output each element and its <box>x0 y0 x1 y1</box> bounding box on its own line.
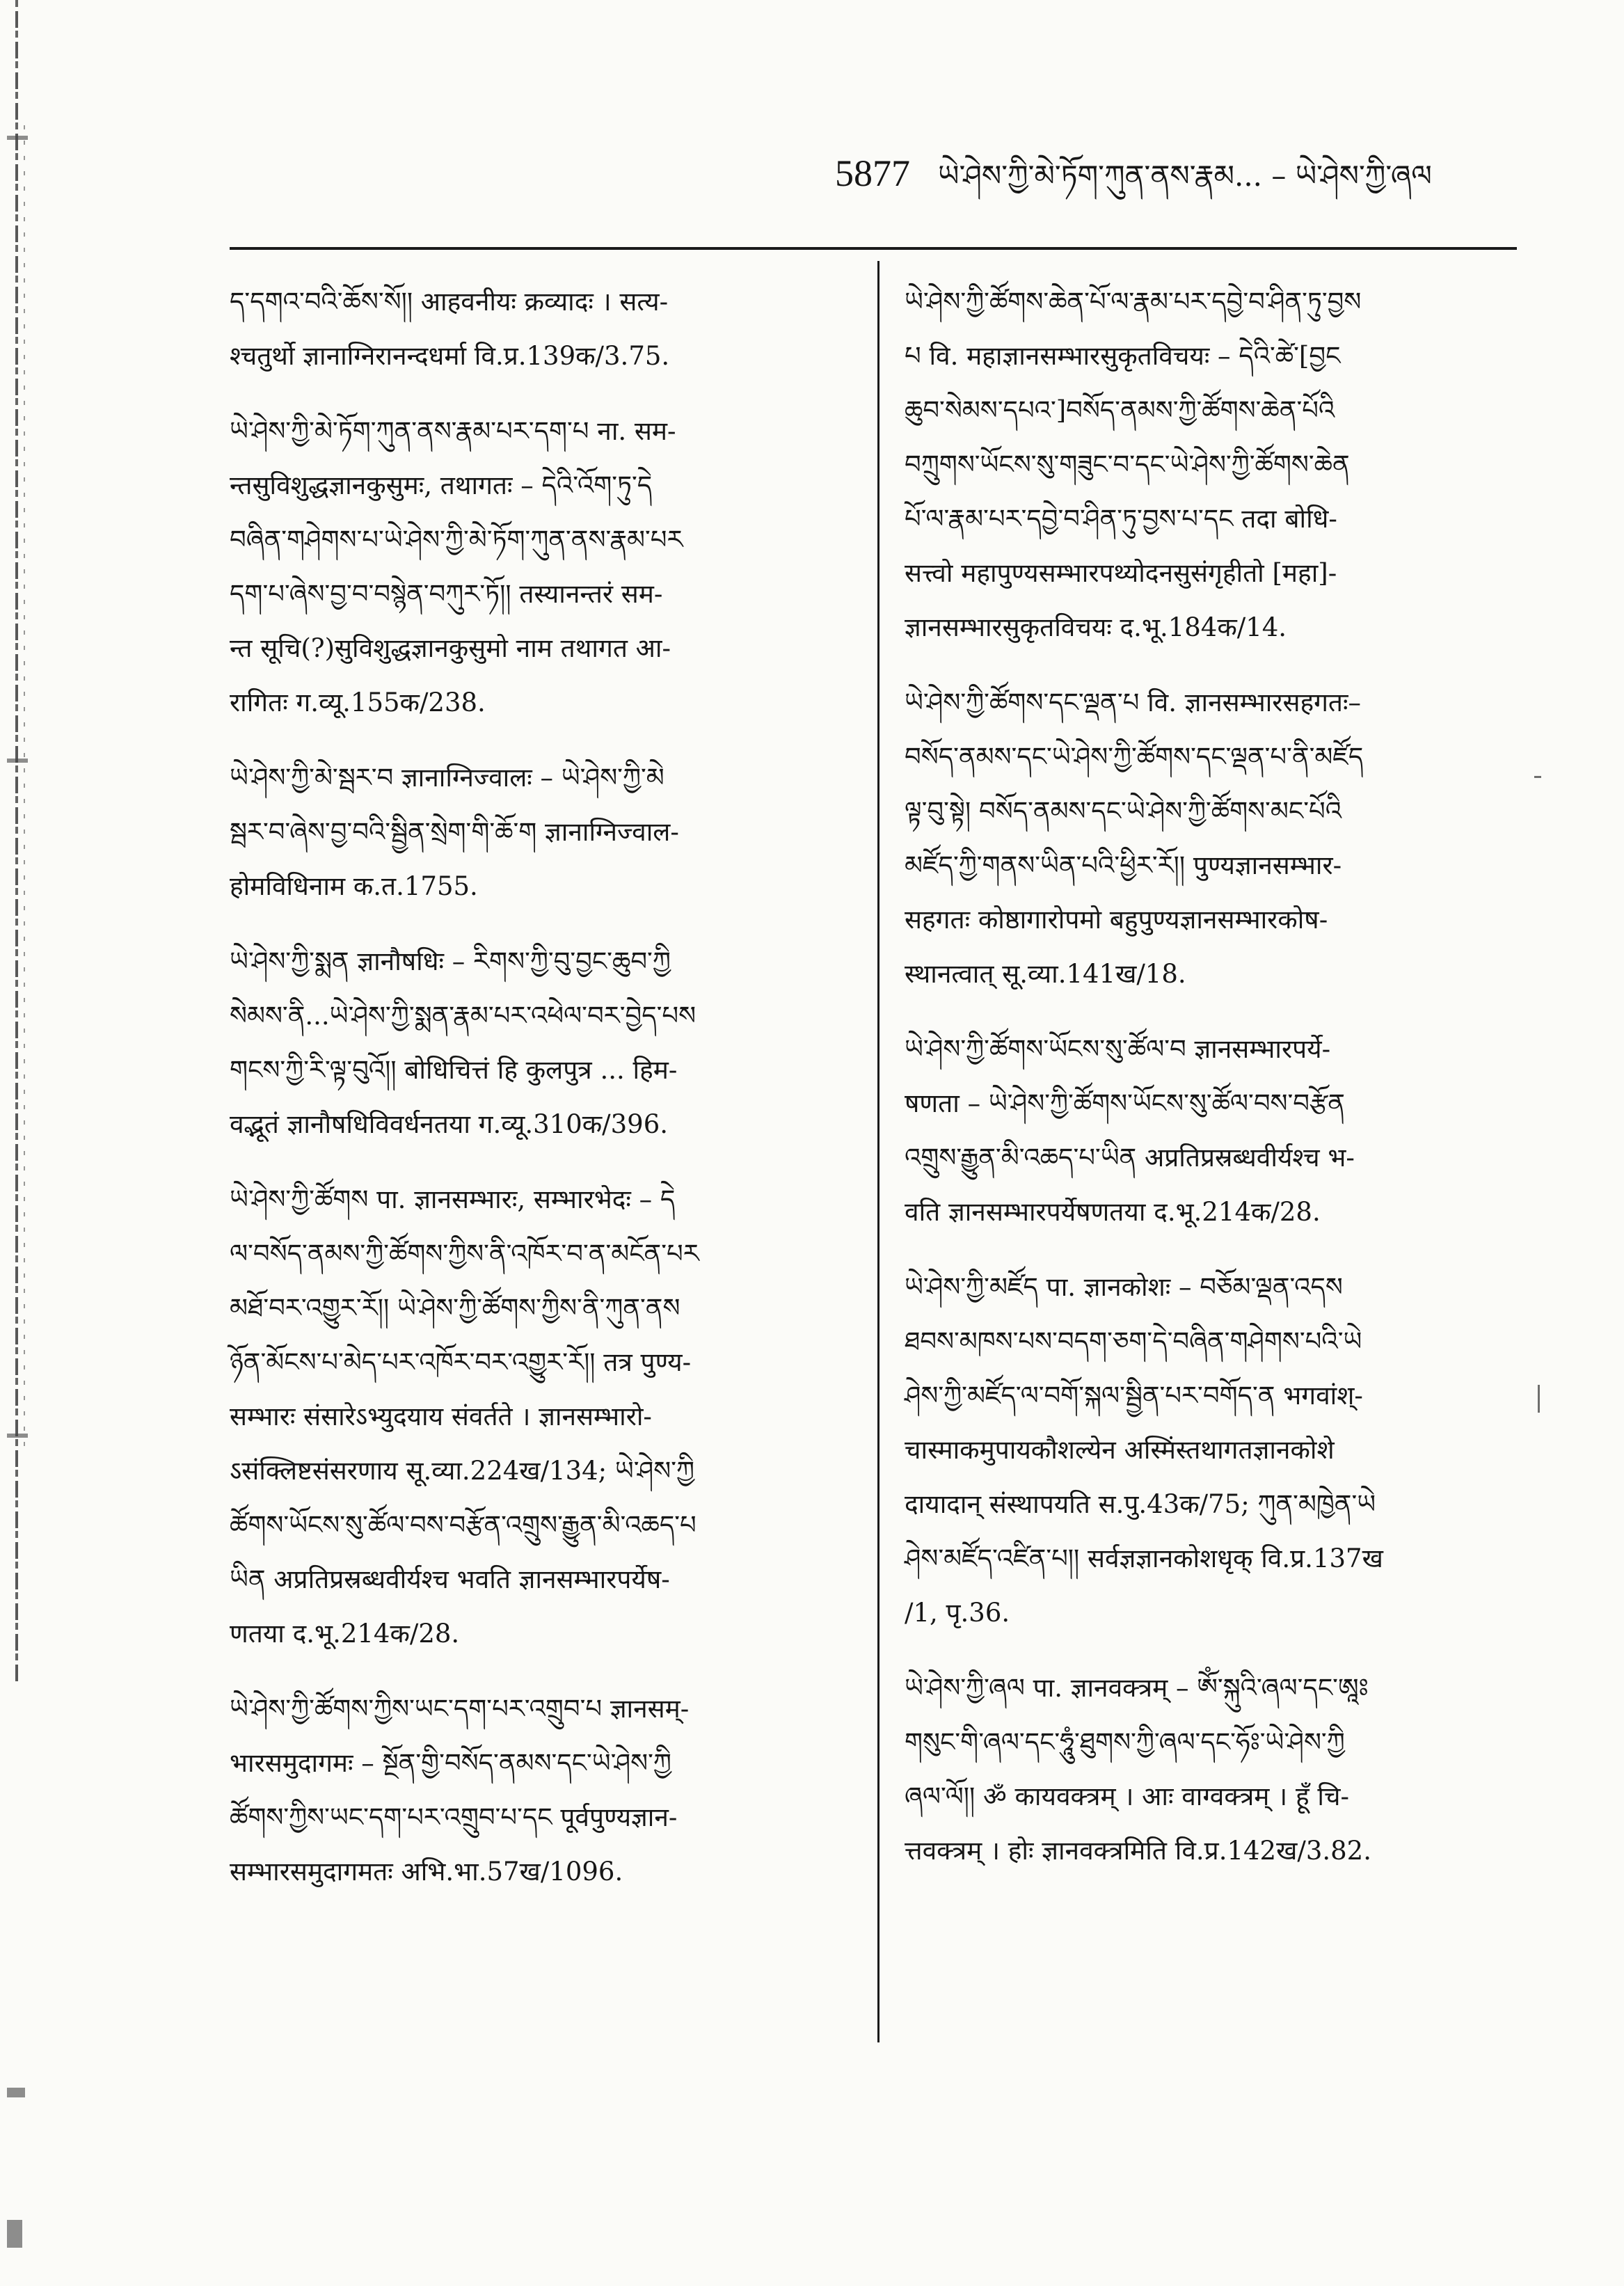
entry-line: ཡེ་ཤེས་ཀྱི་ཚོགས་ཆེན་པོ་ལ་རྣམ་པར་དབྱེ་བ་ཤིན་ཏུ་བྱས <box>905 287 1362 317</box>
entry-line: མཐོ་བར་འགྱུར་རོ།། ཡེ་ཤེས་ཀྱི་ཚོགས་ཀྱིས་ནི་ཀུན་ནས <box>230 1293 680 1323</box>
right-column <box>905 275 1534 1899</box>
dictionary-entry <box>905 1260 1534 1640</box>
entry-line: སྦར་བ་ཞེས་བྱ་བའི་སྦྱིན་སྲེག་གི་ཆོ་ག ज्ञानाग्निज्वाल- <box>230 817 679 847</box>
binding-edge-inner <box>24 125 25 1447</box>
dictionary-entry <box>905 275 1534 655</box>
dictionary-entry <box>230 1173 856 1661</box>
entry-line: ཡེ་ཤེས་ཀྱི་མེ་ཏོག་ཀུན་ནས་རྣམ་པར་དག་པ ना. सम- <box>230 416 676 446</box>
margin-mark <box>1538 1385 1540 1413</box>
entry-line: न्तसुविशुद्धज्ञानकुसुमः, तथागतः – དེའི་འོག་ཏུ་དེ <box>230 470 653 500</box>
binding-edge <box>15 0 18 1684</box>
entry-line: ऽसंक्लिष्टसंसरणाय सू.व्या.224ख/134; ཡེ་ཤེས་ཀྱི <box>230 1456 695 1486</box>
entry-line: णतया द.भू.214क/28. <box>230 1619 460 1649</box>
entry-line: त्तवक्त्रम् । होः ज्ञानवक्त्रमिति वि.प्र.142ख/3.82. <box>905 1836 1371 1866</box>
entry-line: सम्भारसमुदागमतः अभि.भा.57ख/1096. <box>230 1857 623 1887</box>
dictionary-entry <box>230 751 856 914</box>
scan-mark <box>7 2088 25 2097</box>
entry-line: रागितः ग.व्यू.155क/238. <box>230 688 486 717</box>
dictionary-entry <box>230 275 856 383</box>
entry-line: ད་དགའ་བའི་ཆོས་སོ།། आहवनीयः क्रव्यादः । सत्य- <box>230 287 669 317</box>
page-header <box>835 143 1517 198</box>
entry-line: सम्भारः संसारेऽभ्युदयाय संवर्तते । ज्ञानसम्भारो- <box>230 1402 652 1431</box>
entry-line: བསོད་ནམས་དང་ཡེ་ཤེས་ཀྱི་ཚོགས་དང་ལྡན་པ་ནི་མཛོད <box>905 742 1364 772</box>
entry-line: བཞིན་གཤེགས་པ་ཡེ་ཤེས་ཀྱི་མེ་ཏོག་ཀུན་ནས་རྣམ་པར <box>230 525 683 555</box>
scan-mark <box>7 1434 28 1438</box>
dictionary-entry <box>905 1022 1534 1239</box>
entry-line: षणता – ཡེ་ཤེས་ཀྱི་ཚོགས་ཡོངས་སུ་ཚོལ་བས་བརྩོན <box>905 1088 1345 1118</box>
entry-line: ཤེས་མཛོད་འཛིན་པ།། सर्वज्ञज्ञानकोशधृक् वि.प्र.137ख <box>905 1543 1383 1573</box>
entry-line: ཤེས་ཀྱི་མཛོད་ལ་བགོ་སྐལ་སྦྱིན་པར་བགོད་ན भगवांश्- <box>905 1381 1363 1411</box>
entry-line: སེམས་ནི...ཡེ་ཤེས་ཀྱི་སྨན་རྣམ་པར་འཕེལ་བར་བྱེད་པས <box>230 1001 696 1031</box>
entry-line: भारसमुदागमः – སྔོན་གྱི་བསོད་ནམས་དང་ཡེ་ཤེས་ཀྱི <box>230 1748 671 1778</box>
column-divider <box>877 261 879 2042</box>
entry-line: ཚོགས་ཡོངས་སུ་ཚོལ་བས་བརྩོན་འགྲུས་རྒྱུན་མི་འཆད་པ <box>230 1510 696 1540</box>
entry-line: ཉོན་མོངས་པ་མེད་པར་འཁོར་བར་འགྱུར་རོ།། तत्र पुण्य- <box>230 1347 692 1377</box>
entry-line: ཡེ་ཤེས་ཀྱི་ཚོགས་ཀྱིས་ཡང་དག་པར་འགྲུབ་པ ज्ञानसम्- <box>230 1694 690 1724</box>
entry-line: ཡེ་ཤེས་ཀྱི་ཚོགས पा. ज्ञानसम्भारः, सम्भारभेदः – དེ <box>230 1184 676 1214</box>
dictionary-entry <box>230 404 856 730</box>
entry-line: सत्त्वो महापुण्यसम्भारपथ्योदनसुसंगृहीतो [महा]- <box>905 558 1337 588</box>
entry-line: ཡེ་ཤེས་ཀྱི་མཛོད पा. ज्ञानकोशः – བཅོམ་ལྡན་འདས <box>905 1272 1343 1302</box>
dictionary-entry <box>905 676 1534 1001</box>
entry-line: བཀྲུགས་ཡོངས་སུ་གཟུང་བ་དང་ཡེ་ཤེས་ཀྱི་ཚོགས་ཆེན <box>905 450 1350 479</box>
entry-line: वति ज्ञानसम्भारपर्येषणतया द.भू.214क/28. <box>905 1197 1321 1227</box>
margin-mark <box>1534 776 1541 778</box>
entry-line: པ वि. महाज्ञानसम्भारसुकृतविचयः – དེའི་ཚེ་[བྱང <box>905 341 1341 371</box>
entry-line: चास्माकमुपायकौशल्येन अस्मिंस्तथागतज्ञानकोशे <box>905 1435 1335 1465</box>
entry-line: ཞལ་ལོ།། ॐ कायवक्त्रम् । आः वाग्वक्त्रम् । हूँ चि- <box>905 1781 1349 1811</box>
entry-line: ཆུབ་སེམས་དཔའ་]བསོད་ནམས་ཀྱི་ཚོགས་ཆེན་པོའི <box>905 395 1335 425</box>
entry-line: /1, पृ.36. <box>905 1598 1010 1628</box>
dictionary-entry <box>230 935 856 1152</box>
entry-line: ज्ञानसम्भारसुकृतविचयः द.भू.184क/14. <box>905 612 1287 642</box>
entry-line: པོ་ལ་རྣམ་པར་དབྱེ་བ་ཤིན་ཏུ་བྱས་པ་དང तदा बोधि- <box>905 504 1337 534</box>
header-rule <box>230 247 1517 250</box>
entry-line: ལྟ་བུ་སྟེ། བསོད་ནམས་དང་ཡེ་ཤེས་ཀྱི་ཚོགས་མང་པོའི <box>905 796 1342 826</box>
entry-line: होमविधिनाम क.त.1755. <box>230 871 478 901</box>
left-column <box>230 275 856 1920</box>
entry-line: ཡེ་ཤེས་ཀྱི་ཞལ पा. ज्ञानवक्त्रम् – ཨོཾ་སྐུའི་ཞལ་དང་ཨཱཿ <box>905 1673 1369 1703</box>
entry-line: न्त सूचि(?)सुविशुद्धज्ञानकुसुमो नाम तथागत आ- <box>230 633 671 663</box>
running-head: ཡེ་ཤེས་ཀྱི་མེ་ཏོག་ཀུན་ནས་རྣམ... – ཡེ་ཤེས་ཀྱི་ཞལ <box>938 159 1432 193</box>
entry-line: གསུང་གི་ཞལ་དང་ཧཱུཾ་ཐུགས་ཀྱི་ཞལ་དང་ཧོཿ་ཡེ་ཤེས་ཀྱི <box>905 1727 1345 1757</box>
page-number: 5877 <box>835 152 910 194</box>
entry-line: स्थानत्वात् सू.व्या.141ख/18. <box>905 959 1186 989</box>
dictionary-entry <box>905 1661 1534 1878</box>
entry-line: ཡེ་ཤེས་ཀྱི་ཚོགས་དང་ལྡན་པ वि. ज्ञानसम्भारसहगतः– <box>905 688 1361 717</box>
scan-mark <box>7 759 28 763</box>
entry-line: ཡེ་ཤེས་ཀྱི་ཚོགས་ཡོངས་སུ་ཚོལ་བ ज्ञानसम्भारपर्ये- <box>905 1034 1331 1064</box>
entry-line: दायादान् संस्थापयति स.पु.43क/75; ཀུན་མཁྱེན་ཡེ <box>905 1489 1376 1519</box>
entry-line: ཡིན अप्रतिप्रस्रब्धवीर्यश्च भवति ज्ञानसम्भारपर्येष- <box>230 1564 670 1594</box>
entry-line: འགྲུས་རྒྱུན་མི་འཆད་པ་ཡིན अप्रतिप्रस्रब्धवीर्यश्च भ- <box>905 1143 1355 1173</box>
entry-line: མཛོད་ཀྱི་གནས་ཡིན་པའི་ཕྱིར་རོ།། पुण्यज्ञानसम्भार- <box>905 850 1342 880</box>
entry-line: ཚོགས་ཀྱིས་ཡང་དག་པར་འགྲུབ་པ་དང पूर्वपुण्यज्ञान- <box>230 1802 678 1832</box>
scan-mark <box>7 2220 22 2248</box>
entry-line: ལ་བསོད་ནམས་ཀྱི་ཚོགས་ཀྱིས་ནི་འཁོར་བ་ན་མངོན་པར <box>230 1239 699 1269</box>
scan-mark <box>7 136 28 140</box>
entry-line: श्चतुर्थो ज्ञानाग्निरानन्दधर्मा वि.प्र.139क/3.75. <box>230 341 670 371</box>
entry-line: ཡེ་ཤེས་ཀྱི་སྨན ज्ञानौषधिः – རིགས་ཀྱི་བུ་བྱང་ཆུབ་ཀྱི <box>230 946 671 976</box>
entry-line: གངས་ཀྱི་རི་ལྟ་བུའོ།། बोधिचित्तं हि कुलपुत्र ... हिम- <box>230 1055 678 1085</box>
entry-line: ཡེ་ཤེས་ཀྱི་མེ་སྦར་བ ज्ञानाग्निज्वालः – ཡེ་ཤེས་ཀྱི་མེ <box>230 763 664 793</box>
entry-line: དག་པ་ཞེས་བྱ་བ་བསྙེན་བཀུར་ཏོ།། तस्यानन्तरं सम- <box>230 579 663 609</box>
dictionary-entry <box>230 1682 856 1899</box>
entry-line: ཐབས་མཁས་པས་བདག་ཅག་དེ་བཞིན་གཤེགས་པའི་ཡེ <box>905 1326 1362 1356</box>
entry-line: सहगतः कोष्ठागारोपमो बहुपुण्यज्ञानसम्भारकोष- <box>905 905 1328 935</box>
entry-line: वद्भूतं ज्ञानौषधिविवर्धनतया ग.व्यू.310क/396. <box>230 1109 669 1139</box>
